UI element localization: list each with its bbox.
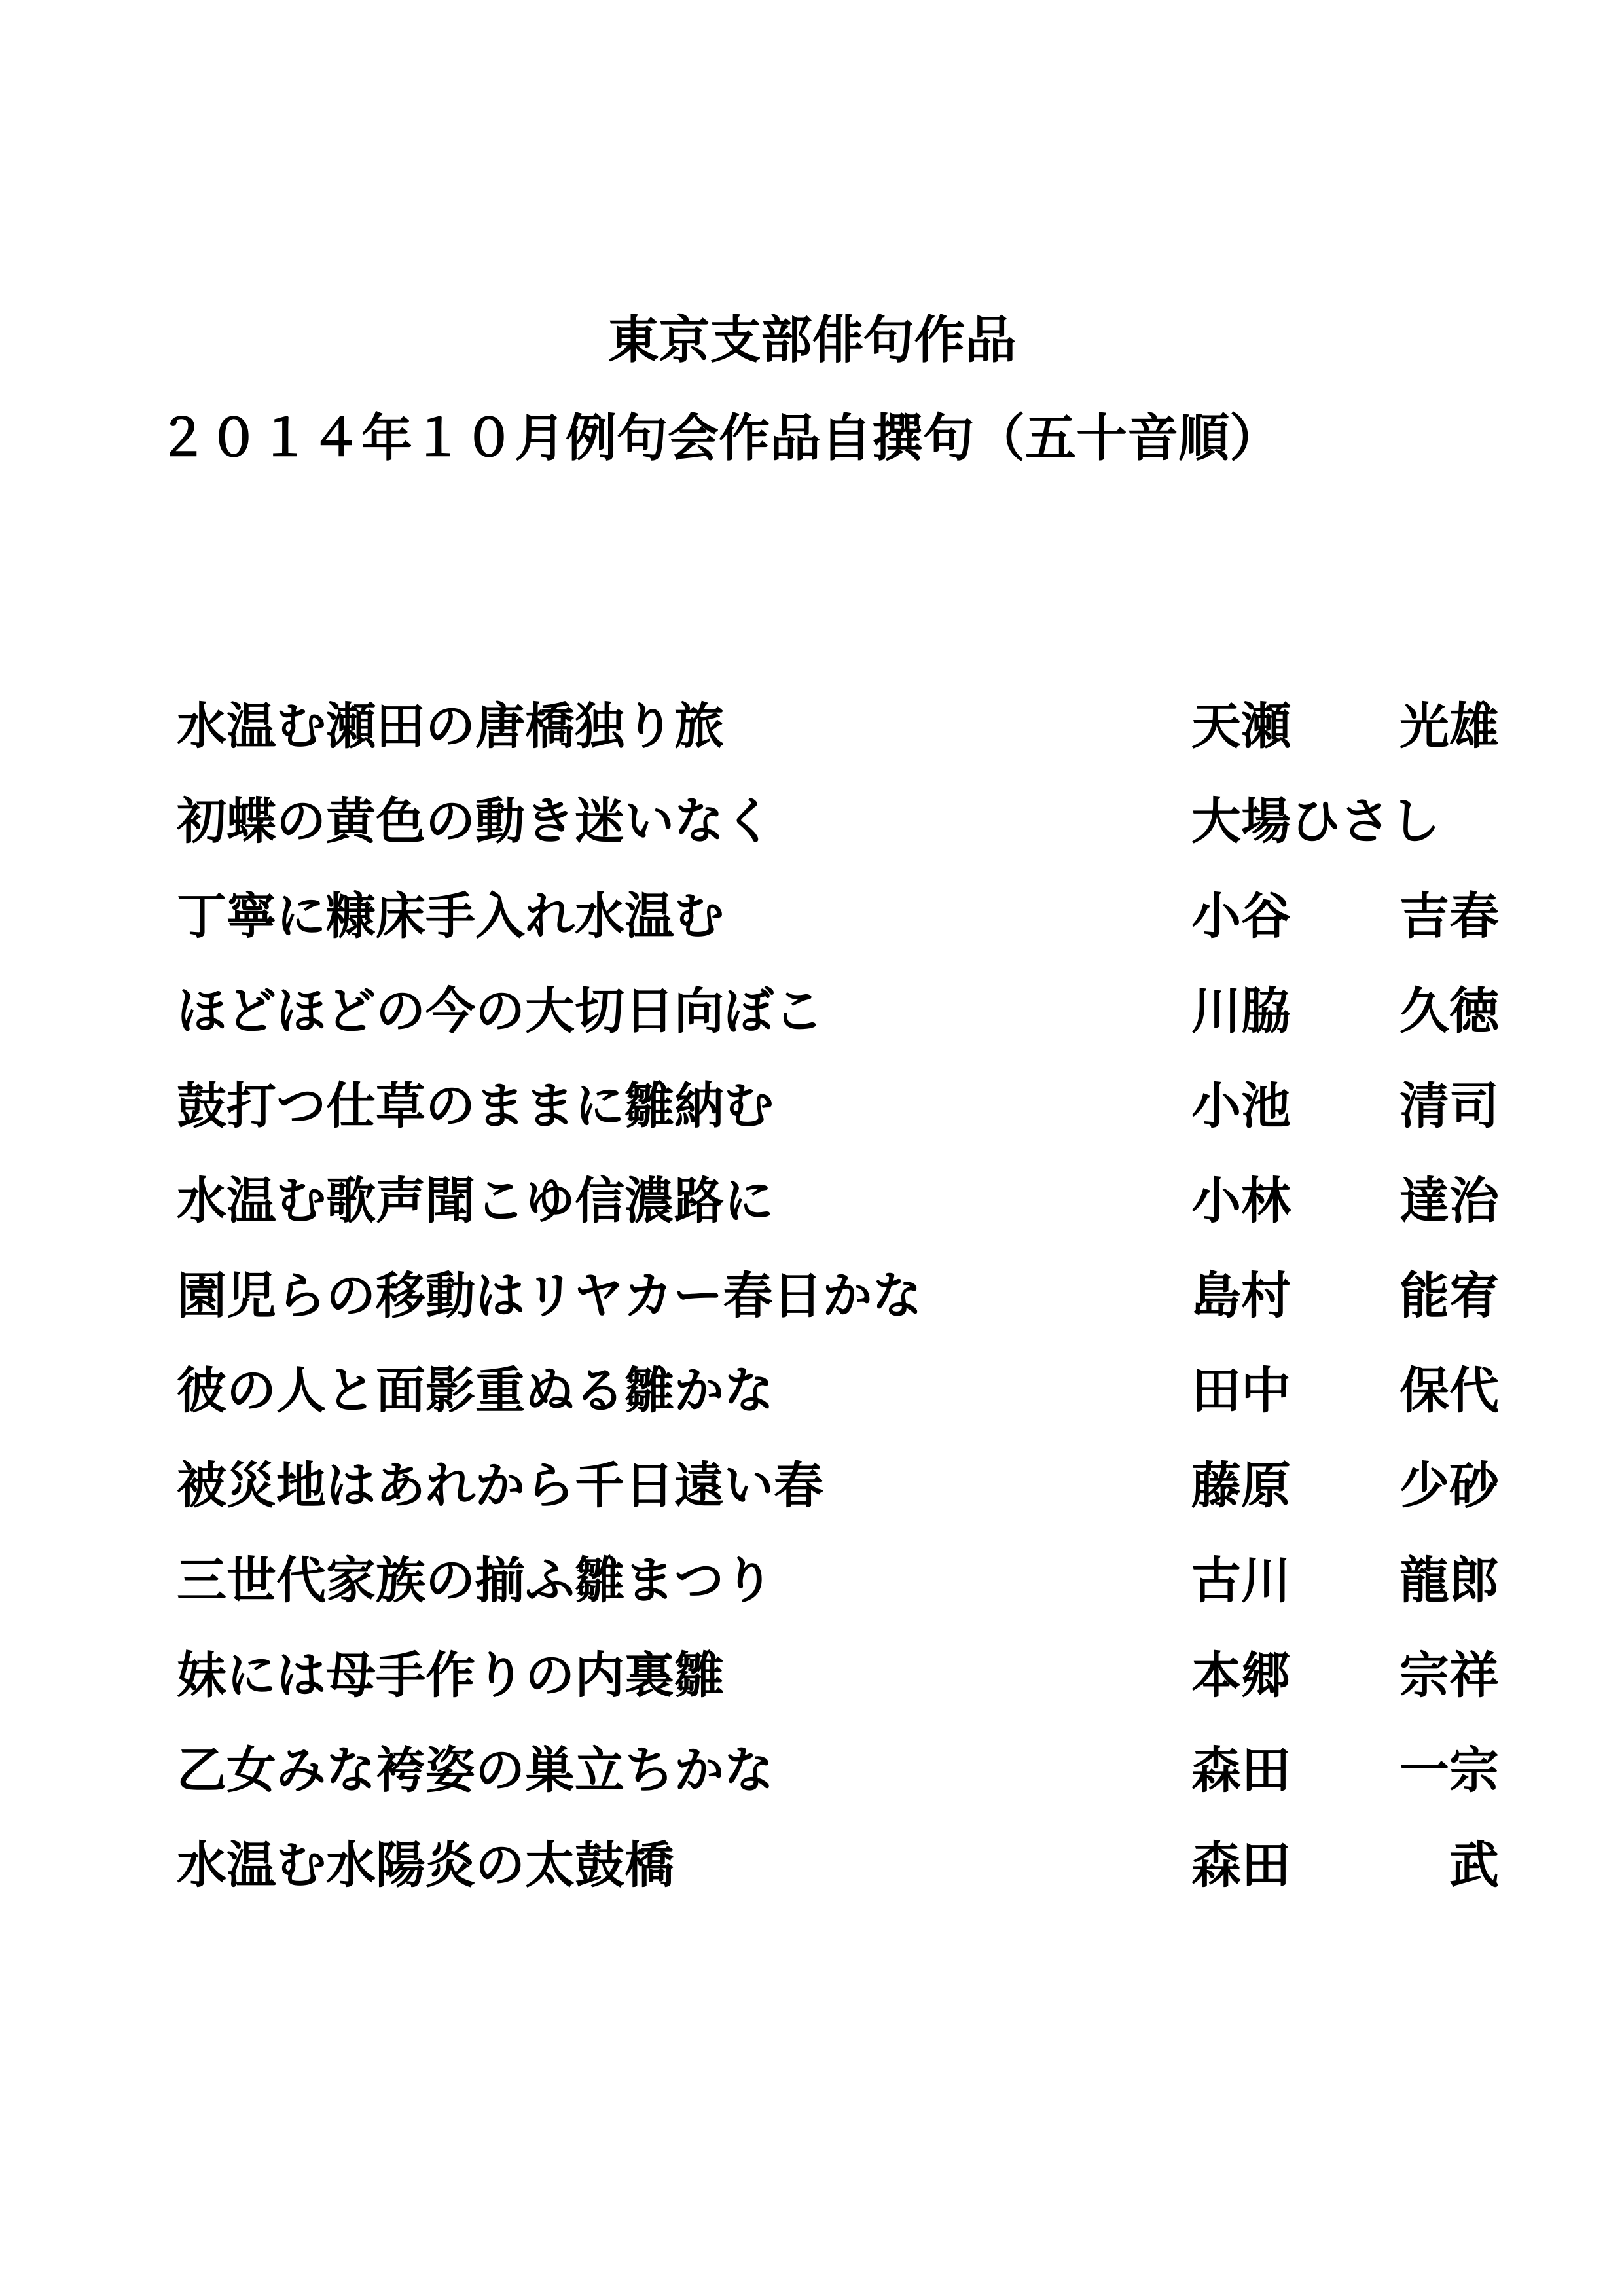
haiku-text: 被災地はあれから千日遠い春 — [177, 1456, 823, 1515]
haiku-row — [177, 789, 1499, 884]
haiku-text: ほどほどの今の大切日向ぼこ — [177, 982, 823, 1040]
haiku-text: 三世代家族の揃ふ雛まつり — [177, 1551, 774, 1609]
haiku-author — [1191, 978, 1499, 1044]
haiku-text: 鼓打つ仕草のままに雛納む — [177, 1077, 774, 1135]
author-surname: 小谷 — [1191, 887, 1291, 945]
haiku-author — [1191, 1453, 1499, 1518]
author-given-name: 能宥 — [1399, 1266, 1499, 1325]
author-given-name: 清司 — [1399, 1077, 1499, 1135]
haiku-text: 妹には母手作りの内裏雛 — [177, 1646, 724, 1704]
author-surname: 小池 — [1191, 1077, 1291, 1135]
haiku-row — [177, 1738, 1499, 1833]
haiku-text: 水温む瀬田の唐橋独り旅 — [177, 697, 724, 755]
document-title: 東京支部俳句作品 — [607, 310, 1017, 370]
haiku-text: 水温む歌声聞こゆ信濃路に — [177, 1172, 774, 1230]
author-given-name: 龍郎 — [1399, 1551, 1499, 1609]
haiku-row — [177, 1643, 1499, 1738]
author-given-name: 光雄 — [1399, 697, 1499, 755]
haiku-row — [177, 1168, 1499, 1263]
haiku-author — [1191, 1833, 1499, 1898]
haiku-author — [1191, 1738, 1499, 1803]
haiku-author — [1191, 1168, 1499, 1234]
haiku-row — [177, 1548, 1499, 1643]
haiku-author — [1191, 789, 1499, 854]
haiku-text: 園児らの移動はリヤカー春日かな — [177, 1266, 922, 1325]
author-surname: 森田 — [1191, 1836, 1291, 1894]
document-subtitle: ２０１４年１０月例句会作品自撰句（五十音順） — [157, 408, 1281, 468]
haiku-text: 彼の人と面影重ぬる雛かな — [177, 1361, 774, 1420]
author-given-name: 少砂 — [1399, 1456, 1499, 1515]
haiku-row — [177, 1073, 1499, 1168]
haiku-text: 水温む水陽炎の太鼓橋 — [177, 1836, 674, 1894]
haiku-row — [177, 978, 1499, 1073]
author-surname: 古川 — [1191, 1551, 1291, 1609]
author-surname: 田中 — [1191, 1361, 1291, 1420]
haiku-text: 乙女みな袴姿の巣立ちかな — [177, 1741, 774, 1799]
author-surname: 天瀬 — [1191, 697, 1291, 755]
haiku-author — [1191, 1358, 1499, 1424]
haiku-row — [177, 1358, 1499, 1453]
haiku-row — [177, 694, 1499, 789]
author-given-name: 一宗 — [1399, 1741, 1499, 1799]
haiku-author — [1191, 884, 1499, 949]
author-surname: 藤原 — [1191, 1456, 1291, 1515]
haiku-author — [1191, 1548, 1499, 1613]
haiku-author — [1191, 1643, 1499, 1708]
haiku-text: 初蝶の黄色の動き迷いなく — [177, 792, 774, 850]
haiku-row — [177, 1833, 1499, 1928]
haiku-author — [1191, 694, 1499, 759]
haiku-row — [177, 884, 1499, 978]
author-given-name: 保代 — [1399, 1361, 1499, 1420]
author-given-name: 宗祥 — [1399, 1646, 1499, 1704]
haiku-author — [1191, 1073, 1499, 1139]
author-surname: 森田 — [1191, 1741, 1291, 1799]
haiku-author — [1191, 1263, 1499, 1329]
author-surname: 島村 — [1191, 1266, 1291, 1325]
author-given-name: 久徳 — [1399, 982, 1499, 1040]
haiku-row — [177, 1453, 1499, 1548]
haiku-text: 丁寧に糠床手入れ水温む — [177, 887, 724, 945]
haiku-row — [177, 1263, 1499, 1358]
author-given-name: 武 — [1449, 1836, 1499, 1894]
author-surname: 小林 — [1191, 1172, 1291, 1230]
author-given-name: 吉春 — [1399, 887, 1499, 945]
author-given-name: 達治 — [1399, 1172, 1499, 1230]
author-surname: 川脇 — [1191, 982, 1291, 1040]
author-surname: 大場ひさし — [1191, 792, 1440, 850]
haiku-list — [177, 694, 1499, 1928]
author-surname: 本郷 — [1191, 1646, 1291, 1704]
